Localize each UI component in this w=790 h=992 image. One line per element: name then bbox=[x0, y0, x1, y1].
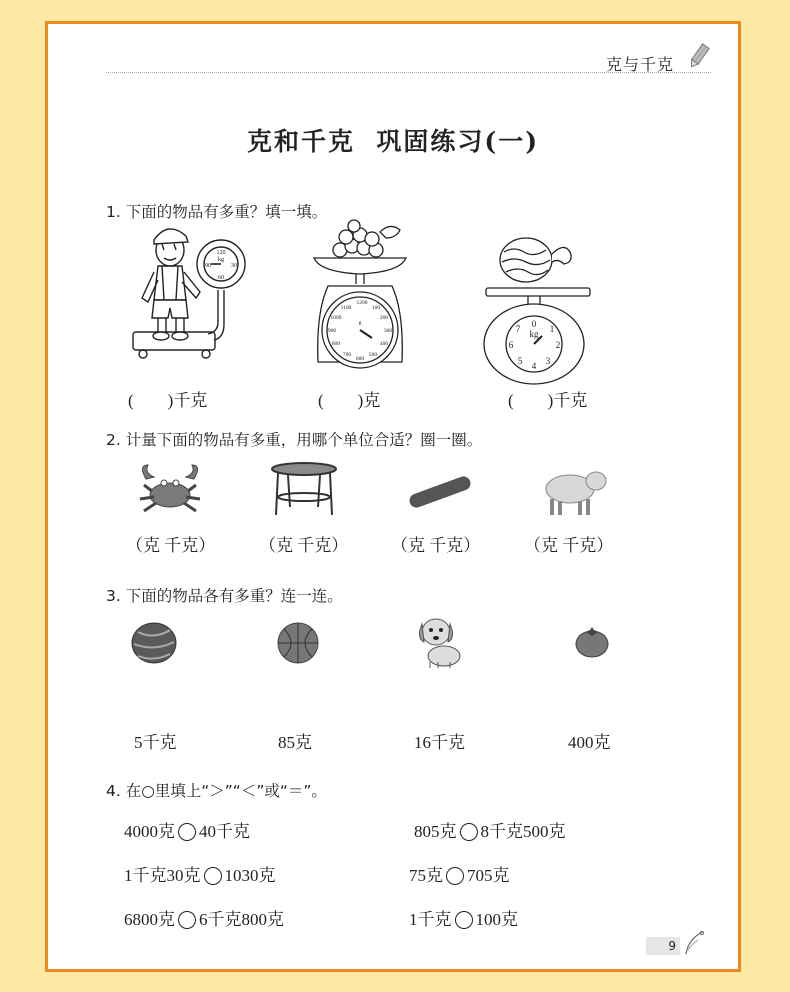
compare-value: 6千克800克 bbox=[199, 910, 284, 929]
scale1-label-90: 90 bbox=[205, 263, 211, 269]
scale2-label-400: 400 bbox=[379, 341, 389, 347]
question-2-prompt: 2. 计量下面的物品有多重，用哪个单位合适？圈一圈。 bbox=[106, 431, 483, 449]
scale2-label-200: 200 bbox=[379, 315, 389, 321]
scale1-label-60: 60 bbox=[218, 275, 224, 281]
compare-row-1-right bbox=[414, 817, 566, 842]
watermelon-icon[interactable] bbox=[130, 620, 182, 666]
scale3-label-kg: kg bbox=[529, 329, 539, 339]
compare-row-3-left bbox=[124, 905, 284, 930]
compare-circle[interactable] bbox=[455, 911, 473, 929]
compare-value: 6800克 bbox=[124, 910, 175, 929]
pig-icon bbox=[538, 461, 610, 519]
unit-option-table[interactable]: （克 千克） bbox=[259, 536, 349, 555]
scale3-label-6: 6 bbox=[508, 340, 514, 350]
compare-value: 40千克 bbox=[199, 822, 250, 841]
question-1-prompt: 1. 下面的物品有多重？填一填。 bbox=[106, 203, 328, 221]
compare-value: 705克 bbox=[467, 866, 510, 885]
table-icon bbox=[268, 461, 340, 519]
weight-16kg[interactable]: 16千克 bbox=[414, 733, 465, 752]
section-label: 克与千克 bbox=[606, 55, 675, 74]
unit-option-sausage[interactable]: （克 千克） bbox=[391, 536, 481, 555]
compare-value: 8千克500克 bbox=[480, 822, 566, 841]
compare-row-2-left bbox=[124, 861, 276, 886]
compare-row-3-right bbox=[409, 905, 518, 930]
tomato-icon[interactable] bbox=[572, 624, 612, 660]
scale2-label-1000: 1000 bbox=[330, 315, 342, 321]
scale3-label-1: 1 bbox=[549, 324, 555, 334]
scale2-label-700: 700 bbox=[342, 352, 352, 358]
compare-value: 1030克 bbox=[224, 866, 276, 885]
scale2-label-1200: 1200 bbox=[356, 300, 368, 306]
question-4-prompt: 4. 在○里填上“＞”“＜”或“＝”。 bbox=[106, 782, 327, 800]
scale1-label-120: 120 bbox=[216, 250, 226, 256]
scale2-label-800: 800 bbox=[331, 341, 341, 347]
compare-value: 1千克30克 bbox=[124, 866, 201, 885]
scale3-label-0: 0 bbox=[531, 319, 537, 329]
pencil-icon bbox=[688, 42, 710, 70]
compare-row-2-right bbox=[409, 861, 510, 886]
compare-value: 75克 bbox=[409, 866, 443, 885]
compare-value: 1千克 bbox=[409, 910, 452, 929]
compare-circle[interactable] bbox=[446, 867, 464, 885]
scale2-label-300: 300 bbox=[383, 328, 393, 334]
weight-400g[interactable]: 400克 bbox=[568, 733, 611, 752]
compare-circle[interactable] bbox=[460, 823, 478, 841]
scale2-label-100: 100 bbox=[371, 305, 381, 311]
scale2-label-600: 600 bbox=[355, 356, 365, 362]
compare-circle[interactable] bbox=[178, 823, 196, 841]
scale2-label-1100: 1100 bbox=[340, 305, 352, 311]
compare-value: 100克 bbox=[475, 910, 518, 929]
compare-circle[interactable] bbox=[178, 911, 196, 929]
answer-blank-3[interactable]: ( )千克 bbox=[508, 391, 588, 410]
sausage-icon bbox=[404, 471, 476, 511]
scale2-label-500: 500 bbox=[368, 352, 378, 358]
answer-blank-2[interactable]: ( )克 bbox=[318, 391, 381, 410]
boy-on-scale-illustration bbox=[128, 222, 258, 372]
scale3-label-2: 2 bbox=[555, 340, 561, 350]
unit-option-crab[interactable]: （克 千克） bbox=[126, 536, 216, 555]
basketball-icon[interactable] bbox=[275, 620, 321, 666]
scale3-label-3: 3 bbox=[545, 356, 551, 366]
crab-icon bbox=[134, 461, 206, 519]
scale3-label-4: 4 bbox=[531, 361, 537, 371]
grapes-scale-illustration bbox=[310, 222, 420, 372]
worksheet-page bbox=[45, 21, 741, 972]
watermelon-scale-illustration bbox=[478, 232, 598, 372]
compare-value: 4000克 bbox=[124, 822, 175, 841]
header-divider bbox=[106, 72, 711, 73]
compare-value: 805克 bbox=[414, 822, 457, 841]
scale1-label-kg: kg bbox=[218, 257, 224, 263]
scale3-label-7: 7 bbox=[515, 324, 521, 334]
page-title: 克和千克 巩固练习(一) bbox=[246, 127, 540, 156]
answer-blank-1[interactable]: ( )千克 bbox=[128, 391, 208, 410]
quill-icon bbox=[682, 930, 706, 956]
weight-5kg[interactable]: 5千克 bbox=[134, 733, 177, 752]
puppy-icon[interactable] bbox=[416, 614, 466, 670]
unit-option-pig[interactable]: （克 千克） bbox=[524, 536, 614, 555]
scale3-label-5: 5 bbox=[517, 356, 523, 366]
scale1-label-30: 30 bbox=[231, 263, 237, 269]
scale2-label-900: 900 bbox=[327, 328, 337, 334]
compare-row-1-left bbox=[124, 817, 250, 842]
question-3-prompt: 3. 下面的物品各有多重？连一连。 bbox=[106, 587, 343, 605]
page-number: 9 bbox=[646, 937, 680, 955]
weight-85g[interactable]: 85克 bbox=[278, 733, 312, 752]
scale2-label-g: g bbox=[358, 320, 362, 326]
compare-circle[interactable] bbox=[204, 867, 222, 885]
